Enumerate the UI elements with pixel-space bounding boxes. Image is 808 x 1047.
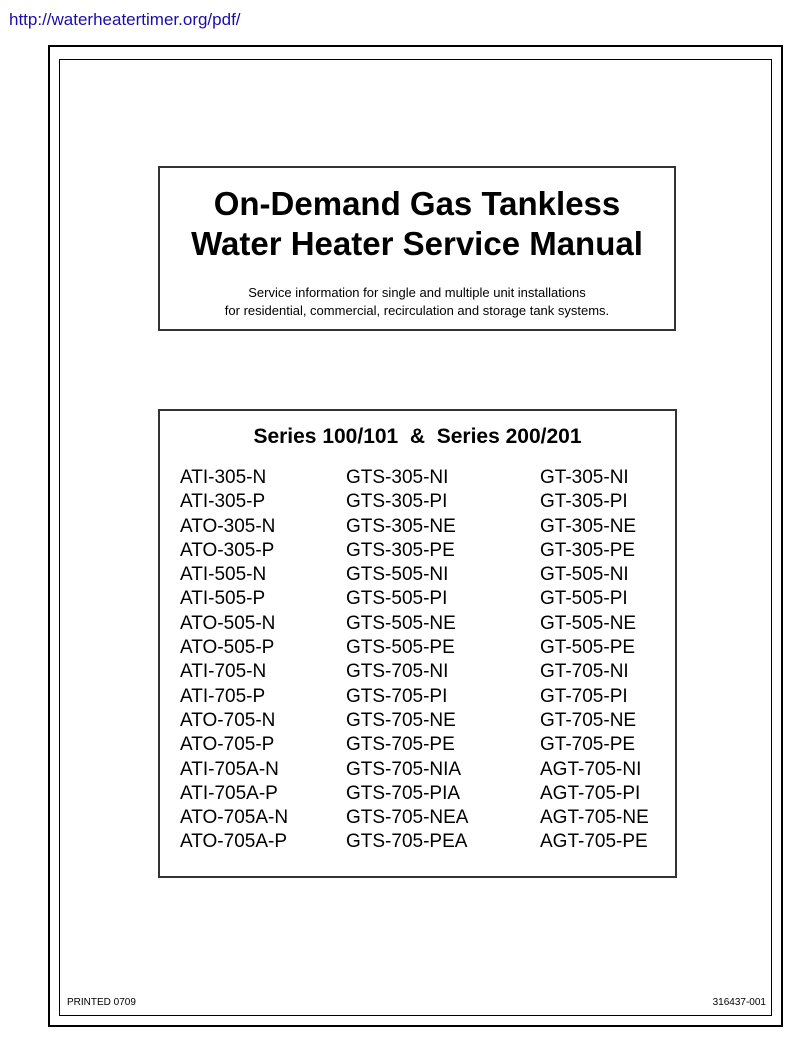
model-number: GT-705-NI (540, 661, 629, 683)
model-number: ATO-305-P (180, 539, 275, 561)
model-number: GT-305-PE (540, 539, 636, 561)
model-number: ATI-505-P (180, 588, 266, 610)
model-number: GTS-705-PIA (346, 782, 461, 804)
model-number: ATI-705-N (180, 661, 267, 683)
model-number: AGT-705-PI (540, 782, 641, 804)
printed-code: PRINTED 0709 (67, 997, 136, 1008)
model-number: ATI-705-P (180, 685, 266, 707)
model-number: ATO-505-N (180, 612, 276, 634)
model-number: GT-305-NI (540, 467, 629, 488)
title-box (158, 166, 676, 331)
model-number: ATO-705-P (180, 734, 275, 756)
manual-subtitle (160, 284, 674, 320)
series-box (158, 409, 677, 878)
model-number: GTS-705-NEA (346, 807, 469, 829)
model-number: AGT-705-PE (540, 831, 648, 853)
model-number: GT-305-NE (540, 515, 637, 537)
model-number: AGT-705-NE (540, 807, 649, 829)
subtitle-line-1: Service information for single and multiple unit installations (248, 285, 586, 300)
model-number: GTS-705-PE (346, 734, 455, 756)
model-number: GT-705-PI (540, 685, 628, 707)
model-number: GT-705-NE (540, 709, 637, 731)
model-number: AGT-705-NI (540, 758, 642, 780)
model-number: ATO-705A-P (180, 831, 288, 853)
model-number: GT-705-PE (540, 734, 636, 756)
subtitle-line-2: for residential, commercial, recirculation and storage tank systems. (224, 303, 610, 318)
model-number: GTS-305-NE (346, 515, 456, 537)
model-number: GTS-305-PI (346, 491, 448, 513)
model-number: GT-505-PE (540, 637, 636, 659)
model-number: GTS-705-PI (346, 685, 448, 707)
model-number: GTS-305-NI (346, 467, 449, 488)
model-number: ATI-305-N (180, 467, 267, 488)
model-number: GT-505-PI (540, 588, 628, 610)
model-number: GTS-505-PI (346, 588, 448, 610)
model-number: GTS-305-PE (346, 539, 455, 561)
model-number: GTS-505-PE (346, 637, 455, 659)
model-number: GT-505-NE (540, 612, 637, 634)
model-number: ATO-505-P (180, 637, 275, 659)
model-number: ATI-705A-N (180, 758, 279, 780)
model-number: GTS-505-NI (346, 564, 449, 586)
model-number: GT-305-PI (540, 491, 628, 513)
model-column-1 (180, 466, 288, 855)
model-number: ATI-705A-P (180, 782, 278, 804)
model-column-2 (346, 466, 468, 855)
model-number: ATI-505-N (180, 564, 267, 586)
model-number: ATO-305-N (180, 515, 276, 537)
model-number: GTS-705-PEA (346, 831, 468, 853)
model-number: GT-505-NI (540, 564, 629, 586)
manual-title-line-2: Water Heater Service Manual (191, 225, 643, 262)
manual-title-line-1: On-Demand Gas Tankless (213, 185, 621, 222)
model-number: GTS-505-NE (346, 612, 456, 634)
document-number: 316437-001 (712, 997, 766, 1008)
source-url-link[interactable]: http://waterheatertimer.org/pdf/ (9, 10, 241, 29)
model-number: ATI-305-P (180, 491, 266, 513)
model-number: GTS-705-NI (346, 661, 449, 683)
series-heading: Series 100/101 & Series 200/201 (253, 425, 582, 448)
model-column-3 (540, 466, 649, 855)
model-number: ATO-705A-N (180, 807, 289, 829)
model-number: ATO-705-N (180, 709, 276, 731)
model-number: GTS-705-NIA (346, 758, 462, 780)
model-number: GTS-705-NE (346, 709, 456, 731)
